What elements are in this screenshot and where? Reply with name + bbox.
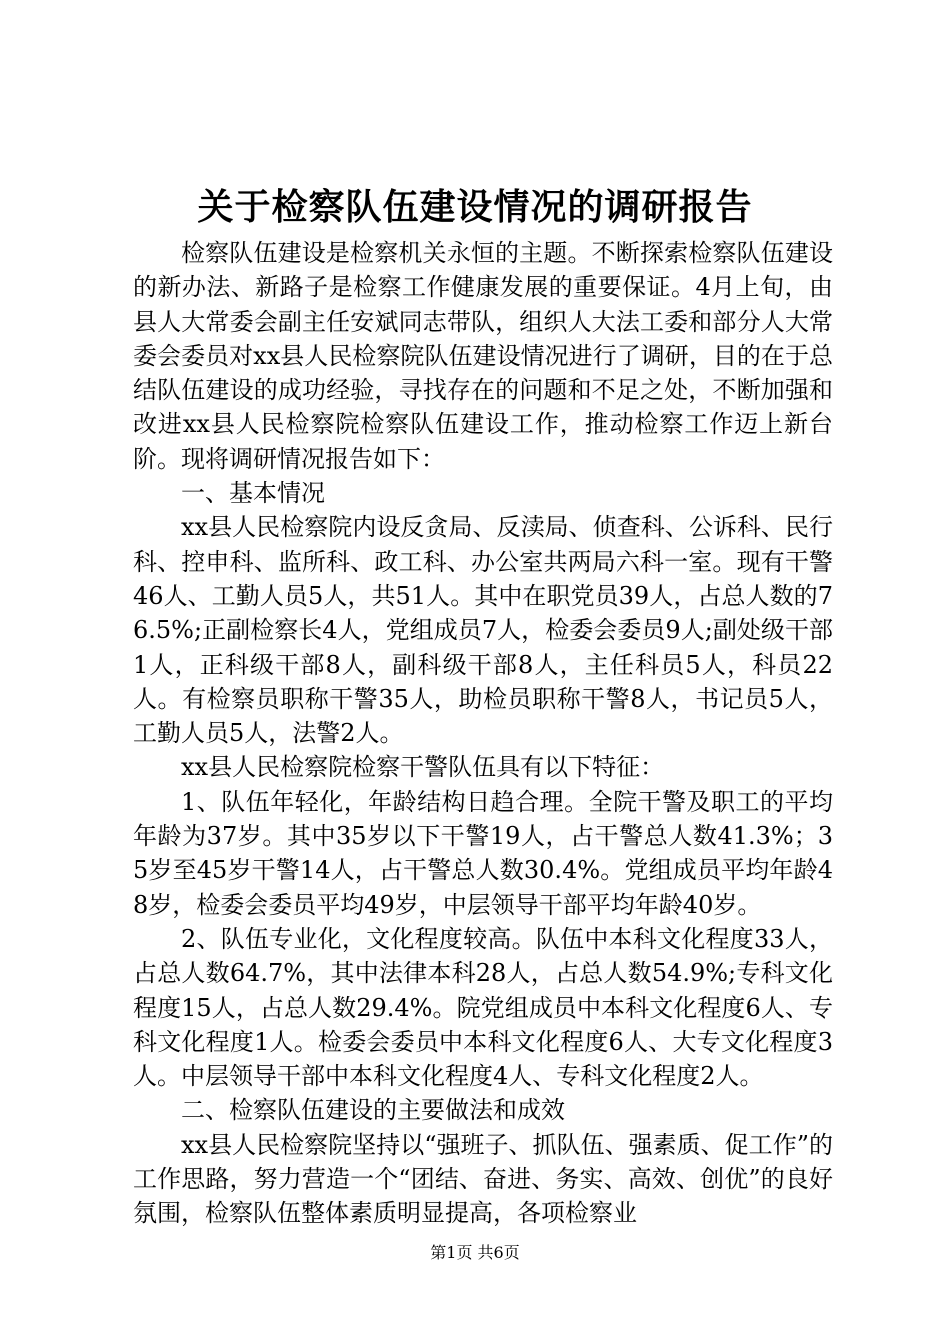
section-heading-main-practices: 二、检察队伍建设的主要做法和成效: [181, 1096, 565, 1125]
intro-paragraph: 检察队伍建设是检察机关永恒的主题。不断探索检察队伍建设的新办法、新路子是检察工作健康发展的重要保证。4月上旬，由县人大常委会副主任安斌同志带队，组织人大法工委和部分人大常委会委员对xx县人民检察院队伍建设情况进行了调研，目的在于总结队伍建设的成功经验，寻找存在的问题和不足之处，不断加强和改进xx县人民检察院检察队伍建设工作，推动检察工作迈上新台阶。现将调研情况报告如下：: [133, 239, 833, 473]
organization-paragraph: xx县人民检察院内设反贪局、反渎局、侦查科、公诉科、民行科、控申科、监所科、政工科、办公室共两局六科一室。现有干警46人、工勤人员5人，共51人。其中在职党员39人，占总人数的76.5%;正副检察长4人，党组成员7人，检委会委员9人;副处级干部1人，正科级干部8人，副科级干部8人，主任科员5人，科员22人。有检察员职称干警35人，助检员职称干警8人，书记员5人，工勤人员5人，法警2人。: [133, 513, 833, 748]
document-title: 关于检察队伍建设情况的调研报告: [197, 186, 753, 228]
feature-education-paragraph: 2、队伍专业化，文化程度较高。队伍中本科文化程度33人，占总人数64.7%，其中法律本科28人，占总人数54.9%;专科文化程度15人，占总人数29.4%。院党组成员中本科文化程度6人、专科文化程度1人。检委会委员中本科文化程度6人、大专文化程度3人。中层领导干部中本科文化程度4人、专科文化程度2人。: [133, 924, 833, 1091]
section-heading-basic-situation: 一、基本情况: [181, 479, 325, 508]
practices-paragraph: xx县人民检察院坚持以“强班子、抓队伍、强素质、促工作”的工作思路，努力营造一个“团结、奋进、务实、高效、创优”的良好氛围，检察队伍整体素质明显提高，各项检察业: [133, 1130, 833, 1228]
feature-age-paragraph: 1、队伍年轻化，年龄结构日趋合理。全院干警及职工的平均年龄为37岁。其中35岁以下干警19人，占干警总人数41.3%；35岁至45岁干警14人，占干警总人数30.4%。党组成员平均年龄48岁，检委会委员平均49岁，中层领导干部平均年龄40岁。: [133, 787, 833, 919]
document-body: [133, 236, 833, 1231]
page-number-footer: 第1页 共6页: [430, 1243, 520, 1262]
features-intro-paragraph: xx县人民检察院检察干警队伍具有以下特征：: [181, 753, 665, 782]
